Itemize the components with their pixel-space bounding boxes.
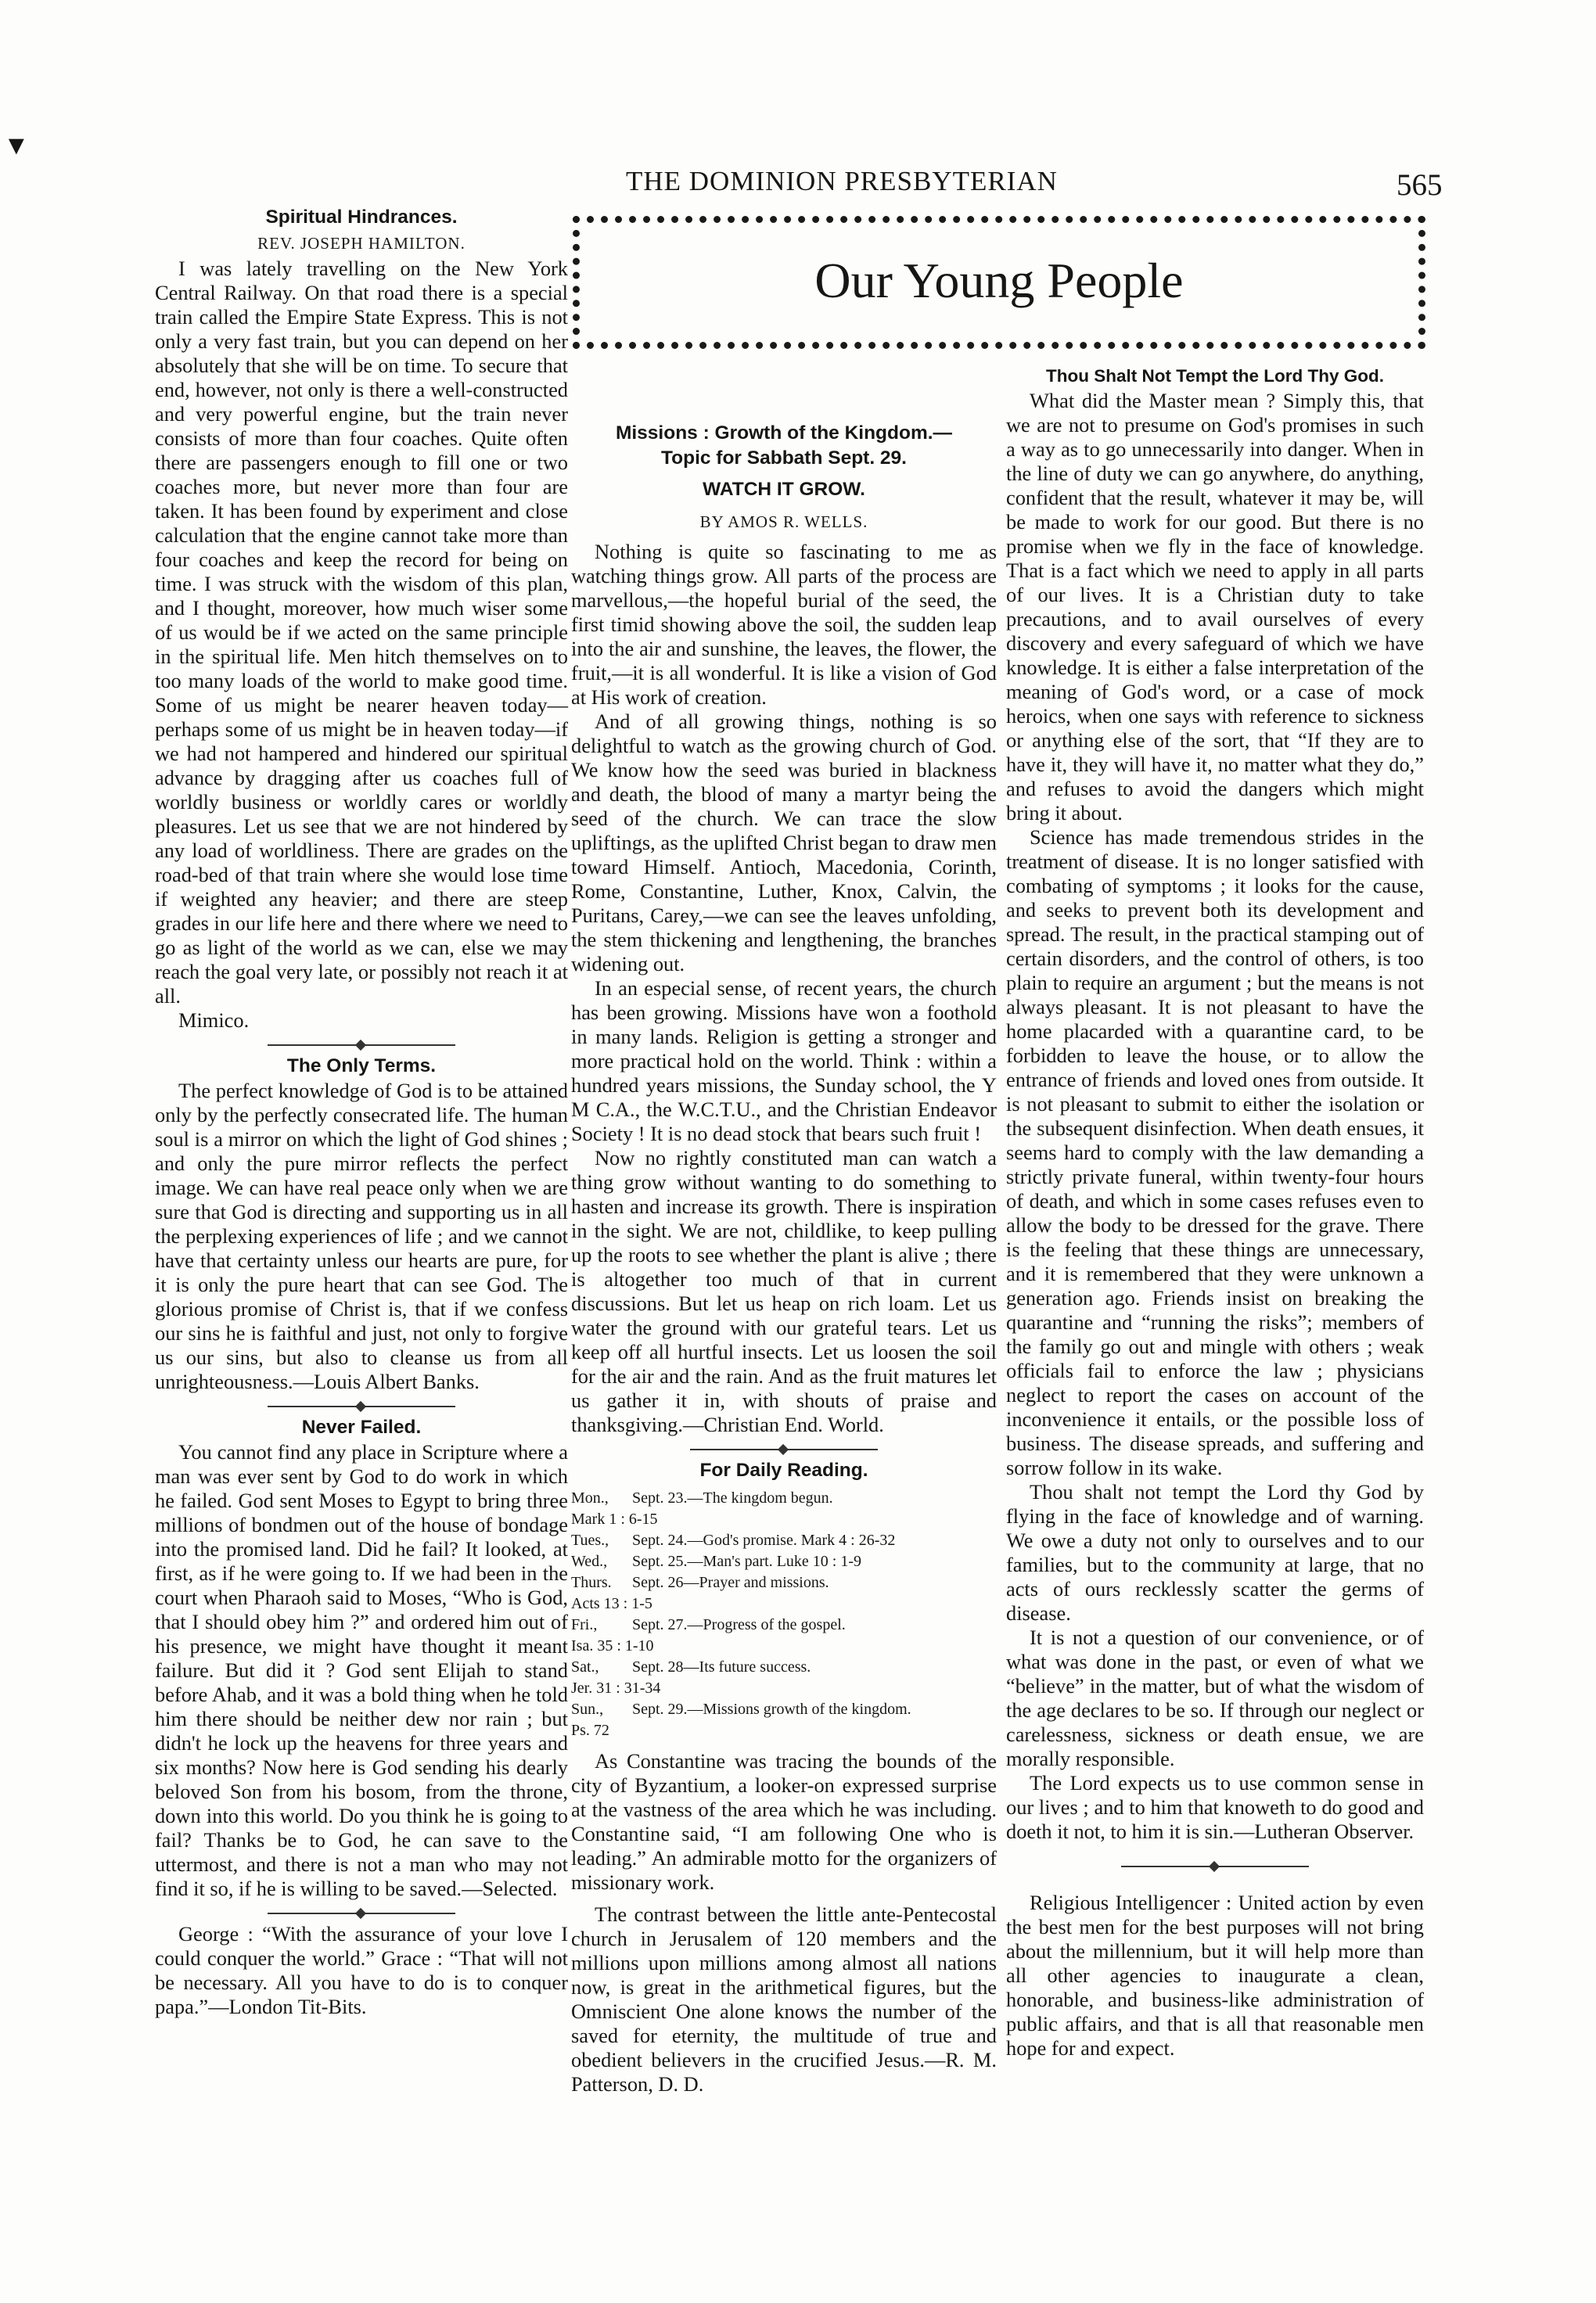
article-paragraph: The Lord expects us to use common sense in our lives ; and to him that knoweth to do good and doeth it not, to him it is sin.—Lutheran Observer. — [1006, 1771, 1424, 1843]
article-paragraph: You cannot find any place in Scripture where a man was ever sent by God to do work in which he failed. God sent Moses to Egypt to bring three millions of bondmen out of the house of bondage into the promised land. Did he fail? It looked, at first, as if he were going to. If we had been in the court when Pharaoh said to Moses, “Who is God, that I should obey him ?” and ordered him out of his presence, we might have thought it meant failure. But did it ? God sent Elijah to stand before Ahab, and it was a bold thing when he told him there should be neither dew nor rain ; but didn't he lock up the heavens for three years and six months? Now here is God sending his dearly beloved Son from his bosom, from the throne, down into this world. Do you think he is going to fail? Thanks be to God, he can save to the uttermost, and there is not a man who may not find it so, if he is willing to be saved.—Selected. — [155, 1440, 568, 1900]
article-paragraph: What did the Master mean ? Simply this, that we are not to presume on God's promises in such a way as to go unnecessarily into danger. When in the line of duty we can go anywhere, do anything, confident that the result, whatever it may be, will be made to work for our good. But there is no promise when we fly in the face of knowledge. That is a fact which we need to apply in all parts of our lives. It is a Christian duty to take precautions, and to avail ourselves of every discovery and every safeguard of which we have knowledge. It is either a false interpretation of the meaning of God's word, or a case of mock heroics, when one says with reference to sickness or anything else of the sort, that “If they are to have it, they will have it, no matter what they do,” and refuses to avoid the dangers which might bring it about. — [1006, 389, 1424, 825]
reading-text: Sept. 26—Prayer and missions. — [632, 1574, 829, 1591]
reading-day: Wed., — [571, 1553, 608, 1570]
reading-ref: Isa. 35 : 1-10 — [571, 1637, 654, 1654]
reading-day: Fri., — [571, 1616, 598, 1633]
column-left — [155, 205, 568, 2019]
section-divider — [268, 1044, 455, 1046]
page-number: 565 — [1396, 168, 1443, 202]
reading-ref: Mark 1 : 6-15 — [571, 1511, 658, 1528]
reading-item — [571, 1551, 997, 1572]
reading-text: Sept. 24.—God's promise. Mark 4 : 26-32 — [632, 1532, 896, 1549]
section-divider — [690, 1449, 878, 1450]
article-title: WATCH IT GROW. — [703, 479, 865, 500]
readings-list — [571, 1488, 997, 1741]
topic-heading-line: Missions : Growth of the Kingdom.— — [615, 422, 953, 444]
topic-heading-line: Topic for Sabbath Sept. 29. — [660, 447, 907, 469]
article-paragraph: And of all growing things, nothing is so delightful to watch as the growing church of God. We know how the seed was buried in blackness and death, the blood of many a martyr being the seed of the church. We can trace the slow upliftings, as the uplifted Christ began to draw men toward Himself. Antioch, Macedonia, Corinth, Rome, Constantine, Luther, Knox, Calvin, the Puritans, Carey,—we can see the leaves unfolding, the stem thickening and lengthening, the branches widening out. — [571, 710, 997, 975]
section-divider — [1121, 1866, 1309, 1867]
article-paragraph: The perfect knowledge of God is to be attained only by the perfectly consecrated life. The human soul is a mirror on which the light of God shines ; and only the pure mirror reflects the perfect image. We can have real peace only when we are sure that God is directing and supporting us in all the perplexing experiences of life ; and we cannot have that certainty unless our hearts are pure, for it is only the pure heart that can see God. The glorious promise of Christ is, that if we confess our sins he is faithful and just, not only to forgive us our sins, but also to cleanse us from all unrighteousness.—Louis Albert Banks. — [155, 1079, 568, 1393]
reading-item — [571, 1488, 997, 1509]
article-paragraph: The contrast between the little ante-Pentecostal church in Jerusalem of 120 members and the millions upon millions among almost all nations now, is great in the arithmetical figures, but the Omniscient One alone knows the number of the saved for eternity, the multitude of true and obedient believers in the crucified Jesus.—R. M. Patterson, D. D. — [571, 1902, 997, 2096]
article-title: Never Failed. — [301, 1417, 422, 1438]
article-paragraph: As Constantine was tracing the bounds of the city of Byzantium, a looker-on expressed surprise at the vastness of the area which he was including. Constantine said, “I am following One who is leading.” An admirable motto for the organizers of missionary work. — [571, 1749, 997, 1894]
reading-text: Sept. 28—Its future success. — [632, 1658, 811, 1676]
reading-ref: Acts 13 : 1-5 — [571, 1595, 652, 1612]
reading-item — [571, 1657, 997, 1678]
article-byline: BY AMOS R. WELLS. — [699, 512, 868, 531]
article-paragraph: I was lately travelling on the New York Central Railway. On that road there is a special train called the Empire State Express. This is not only a very fast train, but you can depend on her absolutely that she will be on time. To secure that end, however, not only is there a well-constructed and very powerful engine, but the train never consists of more than four coaches. Quite often there are passengers enough to fill one or two coaches more, but never more than four are taken. It has been found by experiment and close calculation that the engine cannot take more than four coaches and keep the record for being on time. I was struck with the wisdom of this plan, and I thought, moreover, how much wiser some of us would be if we acted on the same principle in the spiritual life. Men hitch themselves on to too many loads of the world to make good time. Some of us might be nearer heaven today—perhaps some of us might be in heaven today—if we had not hampered and hindered our spiritual advance by dragging after us coaches full of worldly business or worldly cares or worldly pleasures. Let us see that we are not hindered by any load of worldliness. There are grades on the road-bed of that train where she would lose time if weighted any heavier; and there are steep grades in our life here and there where we need to go as light of the world as we can, else we may reach the goal very late, or possibly not reach it at all. — [155, 257, 568, 1008]
reading-day: Tues., — [571, 1532, 609, 1549]
reading-day: Sat., — [571, 1658, 599, 1676]
section-banner — [573, 216, 1425, 349]
margin-arrow-icon: ▼ — [3, 131, 30, 160]
section-title: Our Young People — [814, 253, 1184, 308]
article-paragraph: It is not a question of our convenience, or of what was done in the past, or even of what we “believe” in the matter, but of what the wisdom of the age declares to be so. If through our neglect or carelessness, sickness or death ensue, we are morally responsible. — [1006, 1626, 1424, 1770]
reading-day: Thurs. — [571, 1574, 612, 1591]
column-right — [1006, 364, 1424, 2060]
reading-day: Mon., — [571, 1489, 609, 1507]
reading-ref: Jer. 31 : 31-34 — [571, 1680, 661, 1697]
publication-title: THE DOMINION PRESBYTERIAN — [626, 166, 1058, 196]
reading-text: Sept. 27.—Progress of the gospel. — [632, 1616, 846, 1633]
reading-item — [571, 1530, 997, 1551]
section-divider — [268, 1406, 455, 1407]
article-title: The Only Terms. — [286, 1055, 437, 1076]
section-divider — [268, 1913, 455, 1914]
reading-item — [571, 1572, 997, 1593]
article-paragraph: George : “With the assurance of your love I could conquer the world.” Grace : “That will not be necessary. All you have to do is to conquer papa.”—London Tit-Bits. — [155, 1922, 568, 2018]
article-paragraph: Thou shalt not tempt the Lord thy God by flying in the face of knowledge and of warning. We owe a duty not only to ourselves and to our families, but to the community at large, that no acts of ours recklessly scatter the germs of disease. — [1006, 1480, 1424, 1625]
article-paragraph: Nothing is quite so fascinating to me as watching things grow. All parts of the process are marvellous,—the hopeful burial of the seed, the first timid showing above the soil, the sudden leap into the air and sunshine, the leaves, the flower, the fruit,—it is all wonderful. It is like a vision of God at His work of creation. — [571, 540, 997, 709]
article-paragraph: Science has made tremendous strides in the treatment of disease. It is no longer satisfied with combating of symptoms ; it looks for the cause, and seeks to prevent both its development and spread. The result, in the practical stamping out of certain disorders, and the control of others, is too plain to require an argument ; but the means is not always pleasant. It is not pleasant to have the home placarded with a quarantine card, to be forbidden to leave the house, or to allow the entrance of friends and loved ones from outside. It is not pleasant to submit to either the isolation or the subsequent disinfection. When death ensues, it seems hard to comply with the law demanding a strictly private funeral, within twenty-four hours of death, and which in some cases refuses even to allow the body to be dressed for the grave. There is the feeling that these things are unnecessary, and it is remembered that they were unknown a generation ago. Friends insist on breaking the quarantine and “running the risks”; members of the family go out and mingle with others ; weak officials fail to enforce the law ; physicians neglect to report the cases on account of the inconvenience it entails, or the possible loss of business. The disease spreads, and suffering and sorrow follow in its wake. — [1006, 825, 1424, 1479]
article-paragraph: Now no rightly constituted man can watch a thing grow without wanting to do something to hasten and increase its growth. There is inspiration in the sight. We are not, childlike, to keep pulling up the roots to see whether the plant is alive ; there is altogether too much of that in current discussions. But let us heap on rich loam. Let us water the ground with our grateful tears. Let us keep off all hurtful insects. Let us loosen the soil for the air and the rain. And as the fruit matures let us gather it in, with shouts of praise and thanksgiving.—Christian End. World. — [571, 1146, 997, 1436]
article-place: Mimico. — [178, 1008, 250, 1032]
column-middle — [571, 421, 997, 2096]
reading-text: Sept. 29.—Missions growth of the kingdom. — [632, 1701, 911, 1718]
reading-text: Sept. 23.—The kingdom begun. — [632, 1489, 833, 1507]
article-title: Thou Shalt Not Tempt the Lord Thy God. — [1045, 366, 1385, 386]
article-paragraph: Religious Intelligencer : United action by even the best men for the best purposes will not bring about the millennium, but it will help more than all other agencies to inaugurate a clean, honorable, and business-like administration of public affairs, and that is all that reasonable men hope for and expect. — [1006, 1891, 1424, 2060]
reading-ref: Ps. 72 — [571, 1722, 609, 1739]
article-byline: REV. JOSEPH HAMILTON. — [257, 234, 466, 253]
running-header — [0, 166, 1596, 205]
reading-item — [571, 1699, 997, 1720]
article-title: Spiritual Hindrances. — [265, 207, 458, 228]
article-paragraph: In an especial sense, of recent years, the church has been growing. Missions have won a foothold in many lands. Religion is getting a stronger and more practical hold on the world. Think : within a hundred years missions, the Sunday school, the Y M C.A., the W.C.T.U., and the Christian Endeavor Society ! It is no dead stock that bears such fruit ! — [571, 976, 997, 1145]
reading-item — [571, 1615, 997, 1636]
readings-title: For Daily Reading. — [699, 1460, 868, 1481]
reading-day: Sun., — [571, 1701, 604, 1718]
reading-text: Sept. 25.—Man's part. Luke 10 : 1-9 — [632, 1553, 862, 1570]
